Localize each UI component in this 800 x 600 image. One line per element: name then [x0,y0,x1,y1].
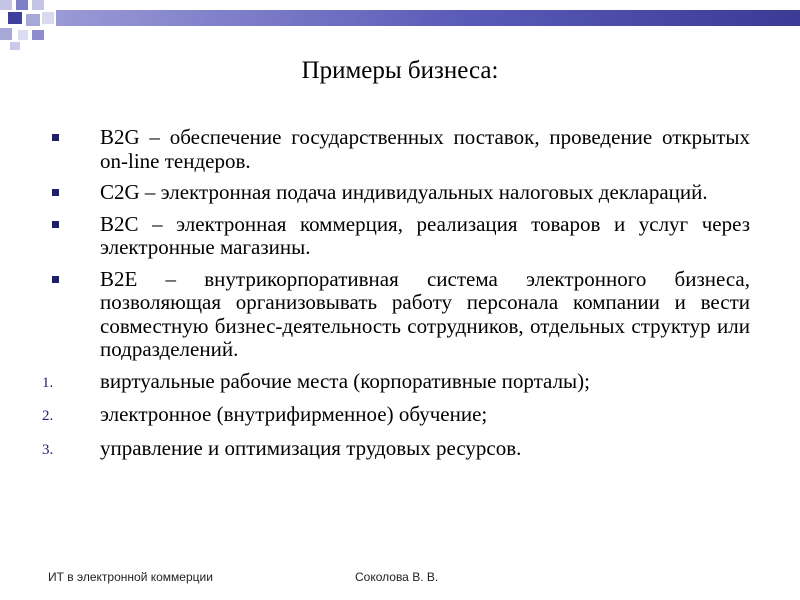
header-gradient-bar [56,10,800,26]
numbered-item [38,437,750,461]
deco-square [26,14,40,26]
deco-square [32,0,44,10]
bullet-text: B2G – обеспечение государственных поставок, проведение открытых on-line тендеров. [100,125,750,173]
numbered-text: электронное (внутрифирменное) обучение; [100,402,488,426]
deco-square [8,12,22,24]
list-number: 3. [42,441,54,458]
deco-square [0,28,12,40]
numbered-text: виртуальные рабочие места (корпоративные порталы); [100,368,590,393]
numbered-text: управление и оптимизация трудовых ресурсов. [100,435,522,460]
bullet-item [38,181,750,205]
deco-square [16,0,28,10]
bullet-square-icon [52,189,59,196]
list-number: 1. [42,374,54,391]
deco-square [0,0,12,10]
bullet-item [38,213,750,260]
bullet-item [38,126,750,173]
bullet-square-icon [52,221,59,228]
deco-square [18,30,28,40]
bullet-item [38,268,750,362]
deco-square [10,42,20,50]
numbered-item [38,370,750,394]
bullet-square-icon [52,276,59,283]
deco-square [32,30,44,40]
footer-author: Соколова В. В. [355,570,439,584]
decorative-squares [0,0,64,52]
list-number: 2. [42,408,54,424]
bullet-text: B2E – внутрикорпоративная система электронного бизнеса, позволяющая организовывать работу персонала компании и вести совместную бизнес-деятельность сотрудников, отдельных структур или подразделений. [100,266,750,361]
bullet-text: C2G – электронная подача индивидуальных налоговых деклараций. [100,180,708,204]
footer-course-title: ИТ в электронной коммерции [48,570,213,584]
bullet-square-icon [52,134,59,141]
bullet-text: B2C – электронная коммерция, реализация товаров и услуг через электронные магазины. [100,211,750,259]
deco-square [42,12,54,24]
numbered-item [38,403,750,427]
slide-title: Примеры бизнеса: [301,57,499,84]
slide-content [38,126,750,470]
